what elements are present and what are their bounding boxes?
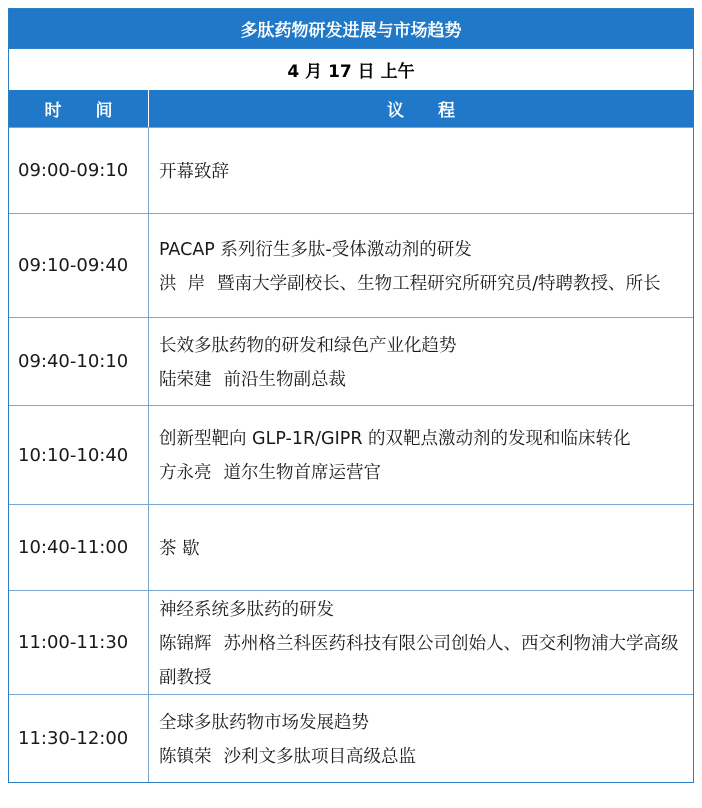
row-agenda — [149, 505, 693, 590]
table-row — [9, 405, 693, 504]
speaker-affiliation: 道尔生物首席运营官 — [223, 463, 381, 483]
row-agenda — [149, 591, 693, 694]
row-topic: 全球多肽药物市场发展趋势 — [159, 712, 369, 733]
header-agenda: 议 程 — [387, 101, 469, 121]
row-time: 10:40-11:00 — [9, 505, 149, 590]
row-agenda — [149, 128, 693, 213]
speaker-affiliation: 暨南大学副校长、生物工程研究所研究员/特聘教授、所长 — [217, 273, 661, 294]
header-time: 时 间 — [9, 90, 149, 127]
row-topic: 创新型靶向 GLP-1R/GIPR 的双靶点激动剂的发现和临床转化 — [159, 429, 631, 449]
table-row — [9, 590, 693, 694]
table-row — [9, 694, 693, 782]
row-speaker — [159, 456, 683, 490]
table-row — [9, 504, 693, 590]
table-row — [9, 317, 693, 405]
header-row — [9, 90, 693, 127]
speaker-name: 洪 岸 — [159, 273, 206, 294]
speaker-affiliation: 苏州格兰科医药科技有限公司创始人、西交利物浦大学高级副教授 — [159, 633, 679, 688]
row-topic: 茶 歇 — [159, 538, 200, 559]
agenda-table — [8, 8, 694, 783]
table-row — [9, 127, 693, 213]
row-time: 11:00-11:30 — [9, 591, 149, 694]
row-agenda — [149, 695, 693, 782]
row-time: 09:00-09:10 — [9, 128, 149, 213]
row-time: 09:40-10:10 — [9, 318, 149, 405]
row-time: 09:10-09:40 — [9, 214, 149, 317]
speaker-name: 陆荣建 — [159, 369, 212, 390]
speaker-affiliation: 沙利文多肽项目高级总监 — [223, 746, 416, 767]
row-topic: 长效多肽药物的研发和绿色产业化趋势 — [159, 335, 457, 356]
row-agenda — [149, 318, 693, 405]
speaker-affiliation: 前沿生物副总裁 — [223, 369, 346, 390]
row-time: 10:10-10:40 — [9, 406, 149, 504]
row-agenda — [149, 406, 693, 504]
row-topic: 开幕致辞 — [159, 161, 229, 182]
session-date: 4 月 17 日 上午 — [9, 48, 693, 90]
table-title: 多肽药物研发进展与市场趋势 — [9, 9, 693, 48]
row-topic: 神经系统多肽药的研发 — [159, 599, 334, 620]
row-speaker — [159, 627, 683, 695]
table-row — [9, 213, 693, 317]
row-speaker — [159, 267, 683, 301]
row-time: 11:30-12:00 — [9, 695, 149, 782]
row-agenda — [149, 214, 693, 317]
speaker-name: 方永亮 — [159, 463, 212, 483]
row-topic: PACAP 系列衍生多肽-受体激动剂的研发 — [159, 239, 472, 260]
row-speaker — [159, 363, 683, 397]
row-speaker — [159, 740, 683, 774]
speaker-name: 陈锦辉 — [159, 633, 212, 654]
speaker-name: 陈镇荣 — [159, 746, 212, 767]
